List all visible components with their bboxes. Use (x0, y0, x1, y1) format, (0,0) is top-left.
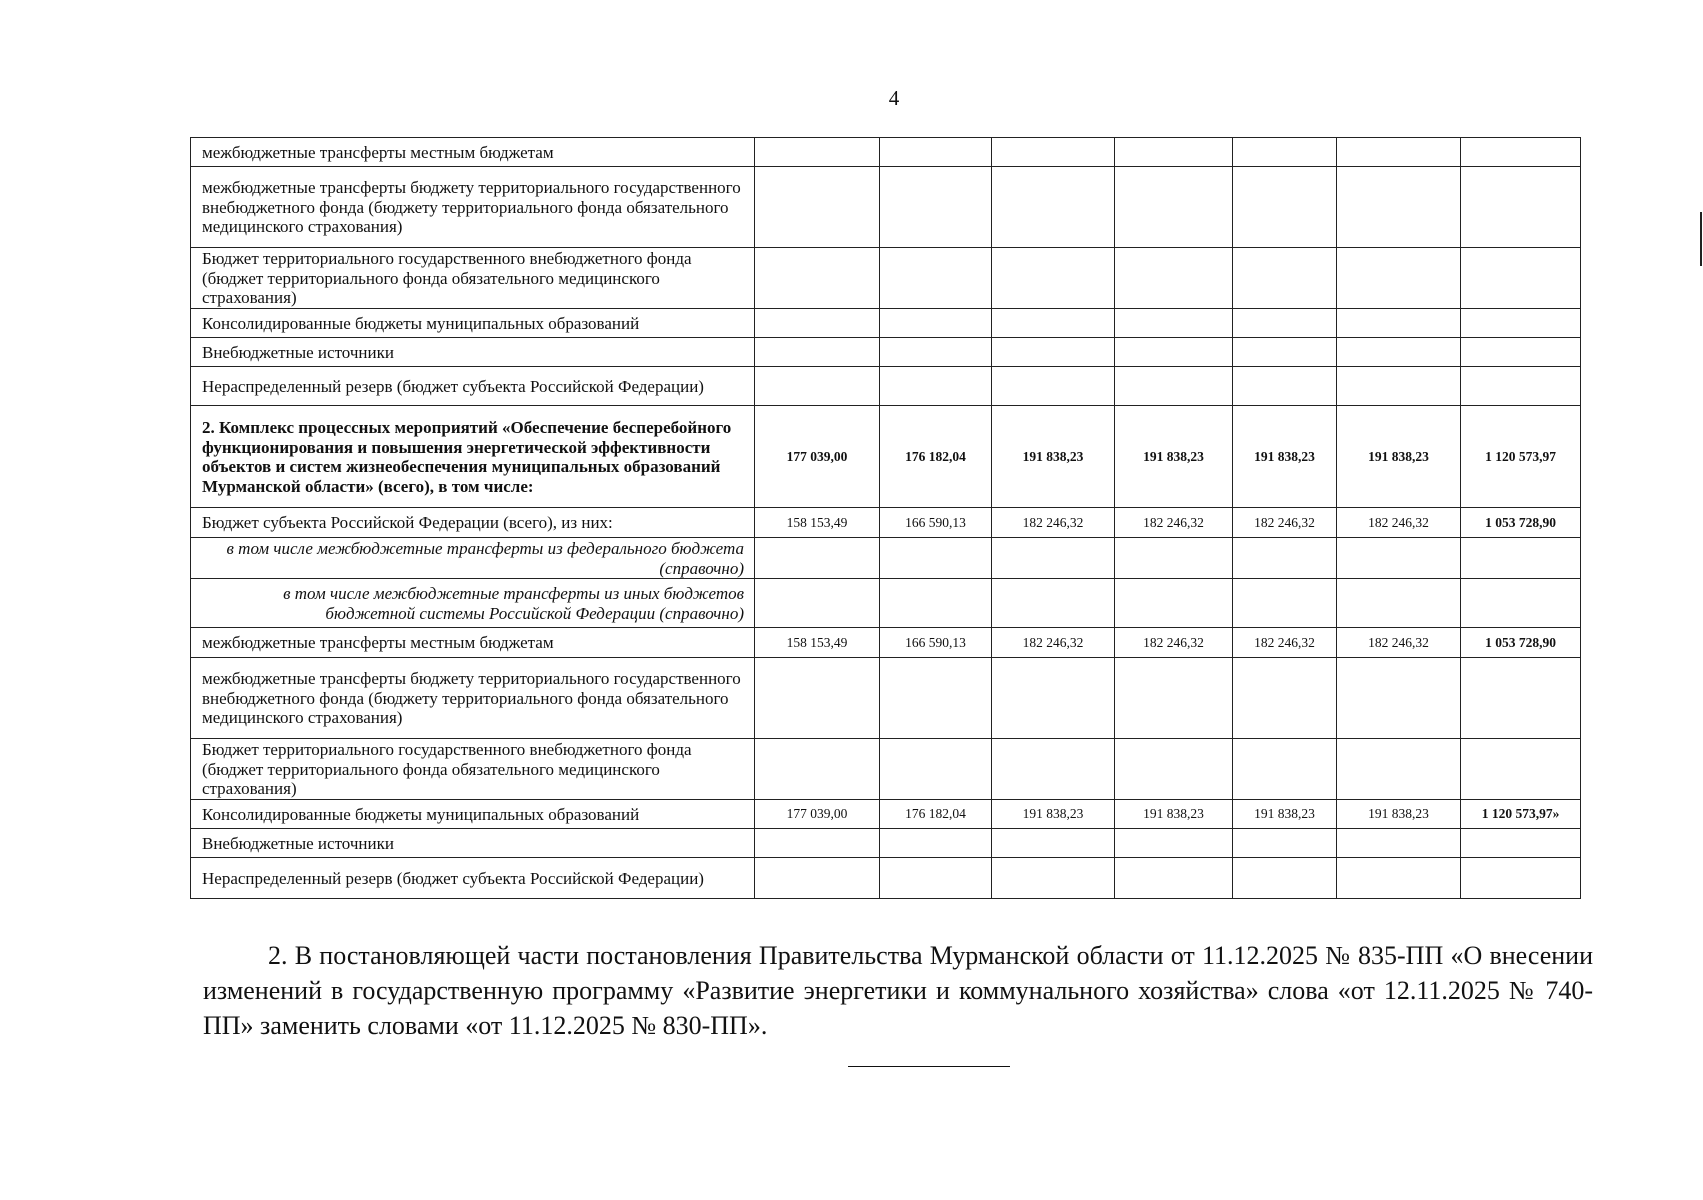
year-value-cell (992, 309, 1115, 338)
row-label: Бюджет территориального государственного внебюджетного фонда (бюджет территориального фонда обязательного медицинского страхования) (191, 739, 755, 800)
year-value-cell: 182 246,32 (1337, 508, 1461, 538)
year-value-cell (880, 739, 992, 800)
year-value-cell (992, 367, 1115, 406)
year-value-cell (1233, 138, 1337, 167)
table-row (191, 628, 1581, 658)
year-value-cell (1115, 739, 1233, 800)
year-value-cell: 191 838,23 (1233, 800, 1337, 829)
table-row (191, 508, 1581, 538)
year-value-cell (1115, 309, 1233, 338)
year-value-cell (992, 248, 1115, 309)
table-row (191, 248, 1581, 309)
year-value-cell (1337, 367, 1461, 406)
year-value-cell: 182 246,32 (992, 628, 1115, 658)
row-label: межбюджетные трансферты бюджету территориального государственного внебюджетного фонда (бюджету территориального фонда обязательного медицинского страхования) (191, 167, 755, 248)
year-value-cell (755, 248, 880, 309)
year-value-cell (1233, 829, 1337, 858)
year-value-cell: 177 039,00 (755, 406, 880, 508)
year-value-cell: 176 182,04 (880, 406, 992, 508)
year-value-cell (1233, 579, 1337, 628)
year-value-cell (755, 167, 880, 248)
year-value-cell (992, 858, 1115, 899)
year-value-cell (992, 579, 1115, 628)
table-row (191, 406, 1581, 508)
year-value-cell (755, 367, 880, 406)
year-value-cell (1337, 579, 1461, 628)
scan-mark (1700, 212, 1702, 266)
end-rule (848, 1066, 1010, 1067)
year-value-cell (1233, 658, 1337, 739)
year-value-cell (1233, 248, 1337, 309)
table-row (191, 367, 1581, 406)
total-cell (1461, 538, 1581, 579)
year-value-cell (992, 138, 1115, 167)
year-value-cell (1337, 829, 1461, 858)
row-label: межбюджетные трансферты бюджету территориального государственного внебюджетного фонда (бюджету территориального фонда обязательного медицинского страхования) (191, 658, 755, 739)
year-value-cell (1115, 338, 1233, 367)
year-value-cell (1115, 829, 1233, 858)
year-value-cell (1233, 167, 1337, 248)
year-value-cell (992, 338, 1115, 367)
year-value-cell (1115, 367, 1233, 406)
year-value-cell: 182 246,32 (1115, 628, 1233, 658)
year-value-cell (992, 739, 1115, 800)
year-value-cell (755, 739, 880, 800)
year-value-cell (992, 829, 1115, 858)
year-value-cell: 182 246,32 (1115, 508, 1233, 538)
row-label: Внебюджетные источники (191, 829, 755, 858)
year-value-cell: 158 153,49 (755, 508, 880, 538)
year-value-cell (880, 858, 992, 899)
year-value-cell (1337, 739, 1461, 800)
year-value-cell: 166 590,13 (880, 508, 992, 538)
year-value-cell (1337, 138, 1461, 167)
year-value-cell (755, 338, 880, 367)
total-cell (1461, 338, 1581, 367)
budget-table (190, 137, 1581, 899)
year-value-cell: 176 182,04 (880, 800, 992, 829)
year-value-cell (755, 658, 880, 739)
total-cell (1461, 367, 1581, 406)
total-cell (1461, 167, 1581, 248)
row-label: Консолидированные бюджеты муниципальных образований (191, 800, 755, 829)
year-value-cell (1115, 248, 1233, 309)
year-value-cell (1115, 658, 1233, 739)
year-value-cell (1337, 248, 1461, 309)
year-value-cell: 177 039,00 (755, 800, 880, 829)
total-cell (1461, 658, 1581, 739)
total-cell: 1 120 573,97» (1461, 800, 1581, 829)
year-value-cell (880, 338, 992, 367)
year-value-cell (755, 309, 880, 338)
year-value-cell (755, 829, 880, 858)
row-label: Внебюджетные источники (191, 338, 755, 367)
total-cell (1461, 829, 1581, 858)
row-label: в том числе межбюджетные трансферты из федерального бюджета (справочно) (191, 538, 755, 579)
year-value-cell (1233, 338, 1337, 367)
table-row (191, 579, 1581, 628)
year-value-cell (1115, 579, 1233, 628)
year-value-cell (1115, 858, 1233, 899)
total-cell: 1 053 728,90 (1461, 508, 1581, 538)
year-value-cell (755, 858, 880, 899)
year-value-cell: 182 246,32 (1233, 508, 1337, 538)
row-label: Бюджет субъекта Российской Федерации (всего), из них: (191, 508, 755, 538)
year-value-cell (992, 167, 1115, 248)
year-value-cell: 182 246,32 (1337, 628, 1461, 658)
table-row (191, 338, 1581, 367)
year-value-cell: 191 838,23 (1337, 406, 1461, 508)
year-value-cell (1337, 538, 1461, 579)
row-label: в том числе межбюджетные трансферты из иных бюджетов бюджетной системы Российской Федерации (справочно) (191, 579, 755, 628)
year-value-cell (880, 658, 992, 739)
table-row (191, 829, 1581, 858)
year-value-cell: 191 838,23 (992, 800, 1115, 829)
table-row (191, 167, 1581, 248)
year-value-cell (880, 248, 992, 309)
year-value-cell (755, 579, 880, 628)
year-value-cell (1337, 167, 1461, 248)
year-value-cell: 182 246,32 (1233, 628, 1337, 658)
year-value-cell (1337, 309, 1461, 338)
year-value-cell: 158 153,49 (755, 628, 880, 658)
total-cell: 1 120 573,97 (1461, 406, 1581, 508)
year-value-cell: 191 838,23 (1115, 800, 1233, 829)
year-value-cell (755, 538, 880, 579)
year-value-cell (1115, 538, 1233, 579)
page-number: 4 (888, 86, 900, 110)
year-value-cell (1233, 367, 1337, 406)
year-value-cell: 191 838,23 (992, 406, 1115, 508)
year-value-cell (880, 538, 992, 579)
total-cell (1461, 858, 1581, 899)
year-value-cell: 191 838,23 (1337, 800, 1461, 829)
year-value-cell (880, 579, 992, 628)
year-value-cell (992, 658, 1115, 739)
year-value-cell (880, 367, 992, 406)
year-value-cell: 191 838,23 (1233, 406, 1337, 508)
year-value-cell (1115, 167, 1233, 248)
row-label: межбюджетные трансферты местным бюджетам (191, 628, 755, 658)
row-label: Нераспределенный резерв (бюджет субъекта Российской Федерации) (191, 858, 755, 899)
year-value-cell: 166 590,13 (880, 628, 992, 658)
year-value-cell (1233, 858, 1337, 899)
year-value-cell (1233, 309, 1337, 338)
year-value-cell (880, 167, 992, 248)
year-value-cell: 182 246,32 (992, 508, 1115, 538)
table-row (191, 658, 1581, 739)
body-paragraph: 2. В постановляющей части постановления Правительства Мурманской области от 11.12.2025 № 835-ПП «О внесении изменений в государственную программу «Развитие энергетики и коммунального хозяйства» слова «от 12.11.2025 № 740-ПП» заменить словами «от 11.12.2025 № 830-ПП». (203, 941, 1593, 1040)
year-value-cell (880, 829, 992, 858)
total-cell (1461, 138, 1581, 167)
row-label: Бюджет территориального государственного внебюджетного фонда (бюджет территориального фонда обязательного медицинского страхования) (191, 248, 755, 309)
row-label: Консолидированные бюджеты муниципальных образований (191, 309, 755, 338)
table-row (191, 858, 1581, 899)
year-value-cell (992, 538, 1115, 579)
total-cell (1461, 739, 1581, 800)
year-value-cell (880, 309, 992, 338)
table-row (191, 138, 1581, 167)
total-cell: 1 053 728,90 (1461, 628, 1581, 658)
total-cell (1461, 579, 1581, 628)
year-value-cell (1233, 538, 1337, 579)
table-row (191, 309, 1581, 338)
year-value-cell (1115, 138, 1233, 167)
year-value-cell (880, 138, 992, 167)
year-value-cell (1233, 739, 1337, 800)
table-row (191, 739, 1581, 800)
row-label: Нераспределенный резерв (бюджет субъекта Российской Федерации) (191, 367, 755, 406)
total-cell (1461, 248, 1581, 309)
year-value-cell: 191 838,23 (1115, 406, 1233, 508)
year-value-cell (1337, 858, 1461, 899)
row-label: межбюджетные трансферты местным бюджетам (191, 138, 755, 167)
total-cell (1461, 309, 1581, 338)
year-value-cell (1337, 338, 1461, 367)
row-label: 2. Комплекс процессных мероприятий «Обеспечение бесперебойного функционирования и повышения энергетической эффективности объектов и систем жизнеобеспечения муниципальных образований Мурманской области» (всего), в том числе: (191, 406, 755, 508)
table-row (191, 538, 1581, 579)
table-row (191, 800, 1581, 829)
year-value-cell (755, 138, 880, 167)
year-value-cell (1337, 658, 1461, 739)
